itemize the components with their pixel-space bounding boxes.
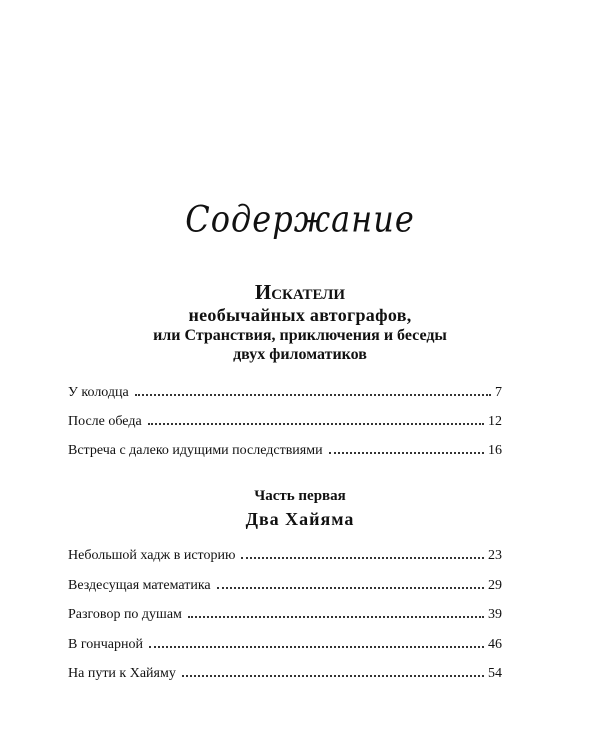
toc-entry-matematika[interactable] [68, 578, 502, 608]
toc-entry-khadzh[interactable] [68, 548, 502, 578]
toc-entry-title: На пути к Хайяму [68, 666, 176, 681]
book-heading-line-4: двух филоматиков [233, 346, 367, 363]
page-title: Содержание [185, 197, 415, 241]
part-one-title: Два Хайяма [245, 509, 355, 529]
part-one-label: Часть первая [254, 488, 346, 504]
toc-intro-list [68, 385, 502, 472]
toc-entry-title: После обеда [68, 414, 142, 429]
toc-entry-posle-obeda[interactable] [68, 414, 502, 443]
dot-leader [241, 557, 484, 559]
toc-entry-page: 23 [488, 548, 502, 563]
toc-entry-title: Разговор по душам [68, 607, 182, 622]
toc-entry-na-puti[interactable] [68, 666, 502, 696]
toc-entry-goncharnaya[interactable] [68, 637, 502, 667]
dot-leader [329, 452, 484, 454]
book-heading-line-1: Искатели [254, 280, 346, 304]
toc-entry-title: Небольшой хадж в историю [68, 548, 236, 563]
toc-entry-title: Вездесущая математика [68, 577, 211, 593]
toc-entry-page: 7 [495, 385, 502, 400]
toc-entry-u-kolodtsa[interactable] [68, 385, 502, 414]
dot-leader [182, 675, 484, 677]
toc-entry-page: 46 [488, 636, 502, 652]
toc-entry-razgovor[interactable] [68, 607, 502, 637]
dot-leader [135, 394, 491, 396]
toc-part-one-list [68, 548, 502, 696]
toc-entry-title: В гончарной [68, 636, 143, 652]
toc-entry-page: 16 [488, 443, 502, 458]
book-heading-line-3: или Странствия, приключения и беседы [153, 327, 447, 344]
dot-leader [188, 616, 484, 618]
book-heading-line-2: необычайных автографов, [188, 305, 412, 325]
toc-entry-page: 29 [488, 577, 502, 593]
dot-leader [148, 423, 484, 425]
part-one-heading [0, 486, 600, 532]
toc-entry-title: У колодца [68, 385, 129, 400]
toc-entry-page: 54 [488, 666, 502, 681]
book-heading [0, 280, 600, 364]
toc-entry-title: Встреча с далеко идущими последствиями [68, 443, 323, 458]
dot-leader [149, 646, 484, 648]
dot-leader [217, 587, 484, 589]
toc-entry-page: 12 [488, 414, 502, 429]
toc-entry-vstrecha[interactable] [68, 443, 502, 472]
toc-entry-page: 39 [488, 607, 502, 622]
